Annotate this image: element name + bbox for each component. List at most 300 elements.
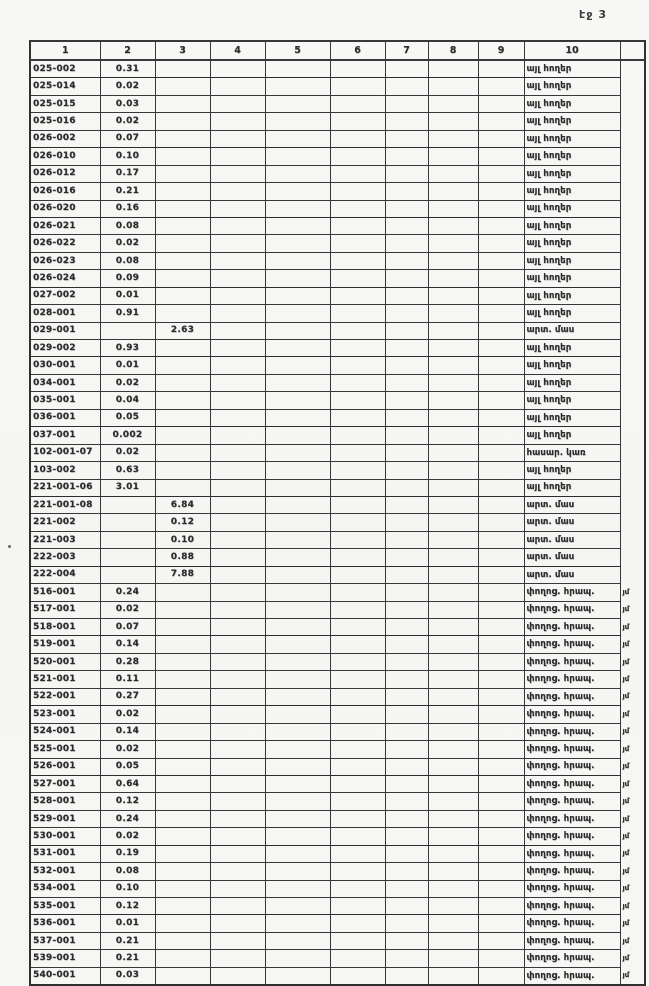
cell-land-use: փողոց. հրապ. [524, 880, 620, 897]
cell-area-col3: 0.88 [155, 549, 210, 566]
cell-area-col2: 0.02 [100, 706, 155, 723]
cell-empty [265, 200, 330, 217]
cell-area-col2: 0.21 [100, 183, 155, 200]
cell-area-col3 [155, 305, 210, 322]
table-row [30, 619, 645, 636]
cell-empty [330, 78, 385, 95]
cell-area-col3 [155, 409, 210, 426]
page-number: էջ 3 [579, 8, 607, 21]
cell-area-col2: 0.02 [100, 741, 155, 758]
cell-empty [210, 566, 265, 583]
table-row [30, 845, 645, 862]
cell-area-col2: 0.93 [100, 340, 155, 357]
cell-land-use: այլ հողեր [524, 252, 620, 269]
cell-parcel-code: 025-016 [30, 113, 100, 130]
margin-note [620, 252, 645, 269]
cell-area-col3 [155, 723, 210, 740]
table-row [30, 723, 645, 740]
cell-empty [385, 78, 428, 95]
cell-land-use: արտ. մաս [524, 531, 620, 548]
cell-empty [428, 340, 478, 357]
cell-empty [210, 496, 265, 513]
cell-empty [385, 967, 428, 985]
cell-empty [330, 775, 385, 792]
cell-empty [265, 898, 330, 915]
cell-empty [265, 566, 330, 583]
cell-empty [210, 828, 265, 845]
margin-note [620, 374, 645, 391]
cell-empty [210, 863, 265, 880]
table-row [30, 374, 645, 391]
cell-empty [210, 392, 265, 409]
cell-empty [385, 863, 428, 880]
cell-empty [478, 462, 524, 479]
table-row [30, 566, 645, 583]
cell-empty [265, 322, 330, 339]
cell-empty [330, 148, 385, 165]
table-row [30, 200, 645, 217]
cell-land-use: արտ. մաս [524, 322, 620, 339]
cell-empty [428, 828, 478, 845]
cell-empty [478, 165, 524, 182]
margin-note [620, 531, 645, 548]
margin-note [620, 444, 645, 461]
cell-area-col2: 0.12 [100, 793, 155, 810]
cell-empty [265, 758, 330, 775]
cell-empty [330, 305, 385, 322]
cell-empty [210, 427, 265, 444]
margin-note: յմ [622, 954, 630, 963]
cell-land-use: այլ հողեր [524, 183, 620, 200]
cell-empty [330, 165, 385, 182]
cell-parcel-code: 034-001 [30, 374, 100, 391]
cell-empty [385, 95, 428, 112]
margin-note [620, 514, 645, 531]
cell-empty [428, 479, 478, 496]
cell-empty [478, 845, 524, 862]
cell-area-col3 [155, 60, 210, 78]
margin-note [620, 200, 645, 217]
cell-empty [385, 653, 428, 670]
cell-area-col3: 7.88 [155, 566, 210, 583]
cell-empty [330, 374, 385, 391]
cell-empty [428, 60, 478, 78]
cell-land-use: փողոց. հրապ. [524, 967, 620, 985]
margin-note: յմ [622, 884, 630, 893]
cell-parcel-code: 222-004 [30, 566, 100, 583]
cell-empty [428, 165, 478, 182]
cell-empty [478, 549, 524, 566]
table-row [30, 758, 645, 775]
table-row [30, 514, 645, 531]
cell-empty [385, 758, 428, 775]
table-row [30, 183, 645, 200]
table-row [30, 427, 645, 444]
margin-note: յմ [622, 657, 630, 666]
cell-empty [478, 444, 524, 461]
cell-empty [478, 479, 524, 496]
table-row [30, 252, 645, 269]
cell-area-col3: 0.12 [155, 514, 210, 531]
cell-empty [330, 950, 385, 967]
cell-empty [330, 113, 385, 130]
cell-empty [330, 287, 385, 304]
cell-empty [210, 322, 265, 339]
cell-empty [265, 60, 330, 78]
cell-empty [210, 584, 265, 601]
cell-empty [385, 636, 428, 653]
cell-empty [265, 845, 330, 862]
cell-area-col3 [155, 619, 210, 636]
cell-empty [210, 932, 265, 949]
cell-land-use: փողոց. հրապ. [524, 932, 620, 949]
cell-empty [265, 130, 330, 147]
cell-empty [265, 409, 330, 426]
cell-land-use: հասար. կառ [524, 444, 620, 461]
table-row [30, 915, 645, 932]
cell-empty [265, 706, 330, 723]
cell-land-use: այլ հողեր [524, 357, 620, 374]
cell-area-col3 [155, 270, 210, 287]
cell-parcel-code: 522-001 [30, 688, 100, 705]
cell-area-col2: 0.10 [100, 148, 155, 165]
cell-empty [385, 217, 428, 234]
cell-empty [210, 706, 265, 723]
cell-empty [265, 217, 330, 234]
cell-area-col2: 0.02 [100, 374, 155, 391]
cell-area-col3 [155, 915, 210, 932]
cell-parcel-code: 025-014 [30, 78, 100, 95]
cell-parcel-code: 221-002 [30, 514, 100, 531]
scan-speck [8, 545, 11, 548]
cell-empty [330, 252, 385, 269]
cell-area-col3: 6.84 [155, 496, 210, 513]
margin-note: յմ [622, 849, 630, 858]
margin-note [620, 113, 645, 130]
cell-area-col3 [155, 148, 210, 165]
cell-empty [210, 723, 265, 740]
cell-empty [428, 880, 478, 897]
cell-empty [385, 549, 428, 566]
margin-note [620, 427, 645, 444]
cell-empty [210, 619, 265, 636]
cell-empty [330, 706, 385, 723]
margin-note: յմ [622, 675, 630, 684]
cell-empty [478, 305, 524, 322]
cell-land-use: այլ հողեր [524, 217, 620, 234]
cell-parcel-code: 537-001 [30, 932, 100, 949]
cell-empty [428, 775, 478, 792]
margin-note [620, 496, 645, 513]
land-parcel-table [29, 40, 646, 986]
cell-land-use: փողոց. հրապ. [524, 601, 620, 618]
table-row [30, 741, 645, 758]
cell-parcel-code: 102-001-07 [30, 444, 100, 461]
cell-area-col2: 0.28 [100, 653, 155, 670]
cell-area-col2: 0.05 [100, 409, 155, 426]
cell-empty [330, 619, 385, 636]
cell-empty [265, 601, 330, 618]
cell-area-col2 [100, 496, 155, 513]
cell-land-use: փողոց. հրապ. [524, 898, 620, 915]
cell-empty [428, 915, 478, 932]
cell-empty [478, 793, 524, 810]
cell-empty [330, 671, 385, 688]
cell-area-col2: 0.64 [100, 775, 155, 792]
table-row [30, 165, 645, 182]
margin-note [620, 322, 645, 339]
cell-area-col2: 0.01 [100, 287, 155, 304]
cell-land-use: փողոց. հրապ. [524, 706, 620, 723]
cell-empty [330, 723, 385, 740]
cell-parcel-code: 524-001 [30, 723, 100, 740]
cell-area-col2: 0.24 [100, 584, 155, 601]
table-row [30, 409, 645, 426]
cell-parcel-code: 516-001 [30, 584, 100, 601]
cell-empty [265, 252, 330, 269]
cell-empty [478, 531, 524, 548]
cell-empty [265, 392, 330, 409]
cell-area-col2: 0.09 [100, 270, 155, 287]
cell-land-use: փողոց. հրապ. [524, 758, 620, 775]
cell-empty [210, 653, 265, 670]
table-row [30, 479, 645, 496]
cell-area-col2 [100, 549, 155, 566]
margin-note [620, 287, 645, 304]
margin-note: յմ [622, 640, 630, 649]
cell-empty [428, 967, 478, 985]
cell-empty [385, 880, 428, 897]
cell-empty [330, 462, 385, 479]
cell-empty [265, 496, 330, 513]
cell-area-col2 [100, 531, 155, 548]
cell-empty [478, 915, 524, 932]
cell-land-use: արտ. մաս [524, 549, 620, 566]
cell-empty [478, 671, 524, 688]
cell-area-col3 [155, 810, 210, 827]
cell-empty [330, 845, 385, 862]
cell-empty [265, 775, 330, 792]
cell-empty [478, 880, 524, 897]
cell-empty [210, 845, 265, 862]
cell-empty [330, 217, 385, 234]
cell-land-use: փողոց. հրապ. [524, 915, 620, 932]
cell-empty [428, 427, 478, 444]
cell-empty [210, 340, 265, 357]
table-row [30, 828, 645, 845]
cell-empty [385, 688, 428, 705]
cell-empty [478, 636, 524, 653]
cell-land-use: այլ հողեր [524, 462, 620, 479]
margin-note [620, 392, 645, 409]
cell-area-col2: 0.14 [100, 636, 155, 653]
cell-empty [428, 653, 478, 670]
cell-empty [478, 200, 524, 217]
cell-land-use: արտ. մաս [524, 514, 620, 531]
cell-empty [330, 828, 385, 845]
table-row [30, 636, 645, 653]
table-row [30, 113, 645, 130]
cell-area-col3 [155, 880, 210, 897]
cell-empty [330, 479, 385, 496]
cell-area-col3 [155, 653, 210, 670]
cell-empty [478, 392, 524, 409]
cell-area-col2: 0.03 [100, 95, 155, 112]
cell-empty [330, 340, 385, 357]
table-row [30, 932, 645, 949]
margin-note [620, 130, 645, 147]
cell-empty [385, 898, 428, 915]
cell-empty [330, 322, 385, 339]
cell-empty [385, 322, 428, 339]
cell-empty [428, 357, 478, 374]
cell-empty [428, 200, 478, 217]
margin-note: յմ [622, 814, 630, 823]
cell-parcel-code: 103-002 [30, 462, 100, 479]
cell-empty [265, 950, 330, 967]
table-row [30, 270, 645, 287]
cell-empty [385, 200, 428, 217]
cell-parcel-code: 027-002 [30, 287, 100, 304]
cell-parcel-code: 026-002 [30, 130, 100, 147]
cell-empty [265, 444, 330, 461]
column-header-8: 8 [428, 41, 478, 60]
cell-empty [210, 305, 265, 322]
cell-empty [428, 688, 478, 705]
cell-empty [330, 531, 385, 548]
cell-land-use: այլ հողեր [524, 113, 620, 130]
cell-land-use: փողոց. հրապ. [524, 636, 620, 653]
table-header [30, 41, 645, 60]
column-header-5: 5 [265, 41, 330, 60]
margin-note [620, 165, 645, 182]
cell-land-use: այլ հողեր [524, 374, 620, 391]
table-row [30, 392, 645, 409]
cell-land-use: փողոց. հրապ. [524, 671, 620, 688]
table-row [30, 95, 645, 112]
cell-empty [210, 688, 265, 705]
cell-empty [478, 863, 524, 880]
cell-empty [265, 287, 330, 304]
cell-area-col3 [155, 374, 210, 391]
cell-empty [265, 531, 330, 548]
cell-empty [428, 671, 478, 688]
cell-empty [385, 601, 428, 618]
cell-area-col3 [155, 252, 210, 269]
margin-note: յմ [622, 709, 630, 718]
column-header-7: 7 [385, 41, 428, 60]
cell-area-col2: 0.002 [100, 427, 155, 444]
cell-empty [330, 898, 385, 915]
cell-area-col3: 0.10 [155, 531, 210, 548]
cell-area-col3 [155, 427, 210, 444]
cell-land-use: այլ հողեր [524, 340, 620, 357]
cell-empty [330, 566, 385, 583]
cell-empty [478, 496, 524, 513]
cell-empty [385, 828, 428, 845]
cell-area-col2: 0.08 [100, 217, 155, 234]
table-row [30, 880, 645, 897]
cell-empty [428, 322, 478, 339]
cell-land-use: այլ հողեր [524, 78, 620, 95]
cell-land-use: այլ հողեր [524, 60, 620, 78]
cell-empty [330, 549, 385, 566]
cell-area-col3 [155, 775, 210, 792]
cell-empty [478, 723, 524, 740]
cell-parcel-code: 037-001 [30, 427, 100, 444]
cell-empty [210, 235, 265, 252]
cell-empty [210, 793, 265, 810]
cell-area-col3 [155, 793, 210, 810]
cell-empty [210, 287, 265, 304]
cell-empty [385, 60, 428, 78]
table-row [30, 462, 645, 479]
cell-empty [478, 601, 524, 618]
cell-empty [210, 252, 265, 269]
cell-parcel-code: 026-020 [30, 200, 100, 217]
cell-empty [265, 270, 330, 287]
cell-area-col3 [155, 758, 210, 775]
cell-empty [385, 619, 428, 636]
cell-empty [428, 845, 478, 862]
cell-empty [210, 270, 265, 287]
cell-empty [428, 287, 478, 304]
cell-empty [428, 566, 478, 583]
cell-area-col2: 0.19 [100, 845, 155, 862]
cell-empty [478, 950, 524, 967]
table-row [30, 584, 645, 601]
cell-empty [330, 444, 385, 461]
cell-empty [428, 270, 478, 287]
cell-area-col3 [155, 950, 210, 967]
cell-empty [385, 374, 428, 391]
cell-land-use: փողոց. հրապ. [524, 775, 620, 792]
cell-empty [428, 636, 478, 653]
cell-empty [210, 130, 265, 147]
cell-parcel-code: 526-001 [30, 758, 100, 775]
cell-land-use: այլ հողեր [524, 200, 620, 217]
cell-empty [265, 636, 330, 653]
cell-area-col3 [155, 357, 210, 374]
cell-parcel-code: 026-016 [30, 183, 100, 200]
cell-empty [478, 775, 524, 792]
cell-empty [428, 514, 478, 531]
cell-empty [265, 340, 330, 357]
table-row [30, 671, 645, 688]
margin-note [620, 78, 645, 95]
cell-parcel-code: 221-003 [30, 531, 100, 548]
cell-land-use: փողոց. հրապ. [524, 793, 620, 810]
cell-area-col2 [100, 514, 155, 531]
cell-empty [330, 270, 385, 287]
cell-land-use: փողոց. հրապ. [524, 584, 620, 601]
cell-area-col2: 0.02 [100, 601, 155, 618]
margin-note [620, 566, 645, 583]
cell-empty [330, 863, 385, 880]
cell-empty [265, 427, 330, 444]
cell-land-use: փողոց. հրապ. [524, 741, 620, 758]
cell-empty [210, 950, 265, 967]
cell-parcel-code: 028-001 [30, 305, 100, 322]
cell-empty [428, 305, 478, 322]
cell-empty [385, 252, 428, 269]
cell-empty [385, 915, 428, 932]
table-row [30, 148, 645, 165]
cell-empty [385, 444, 428, 461]
margin-note [620, 183, 645, 200]
cell-area-col3 [155, 462, 210, 479]
cell-parcel-code: 029-002 [30, 340, 100, 357]
